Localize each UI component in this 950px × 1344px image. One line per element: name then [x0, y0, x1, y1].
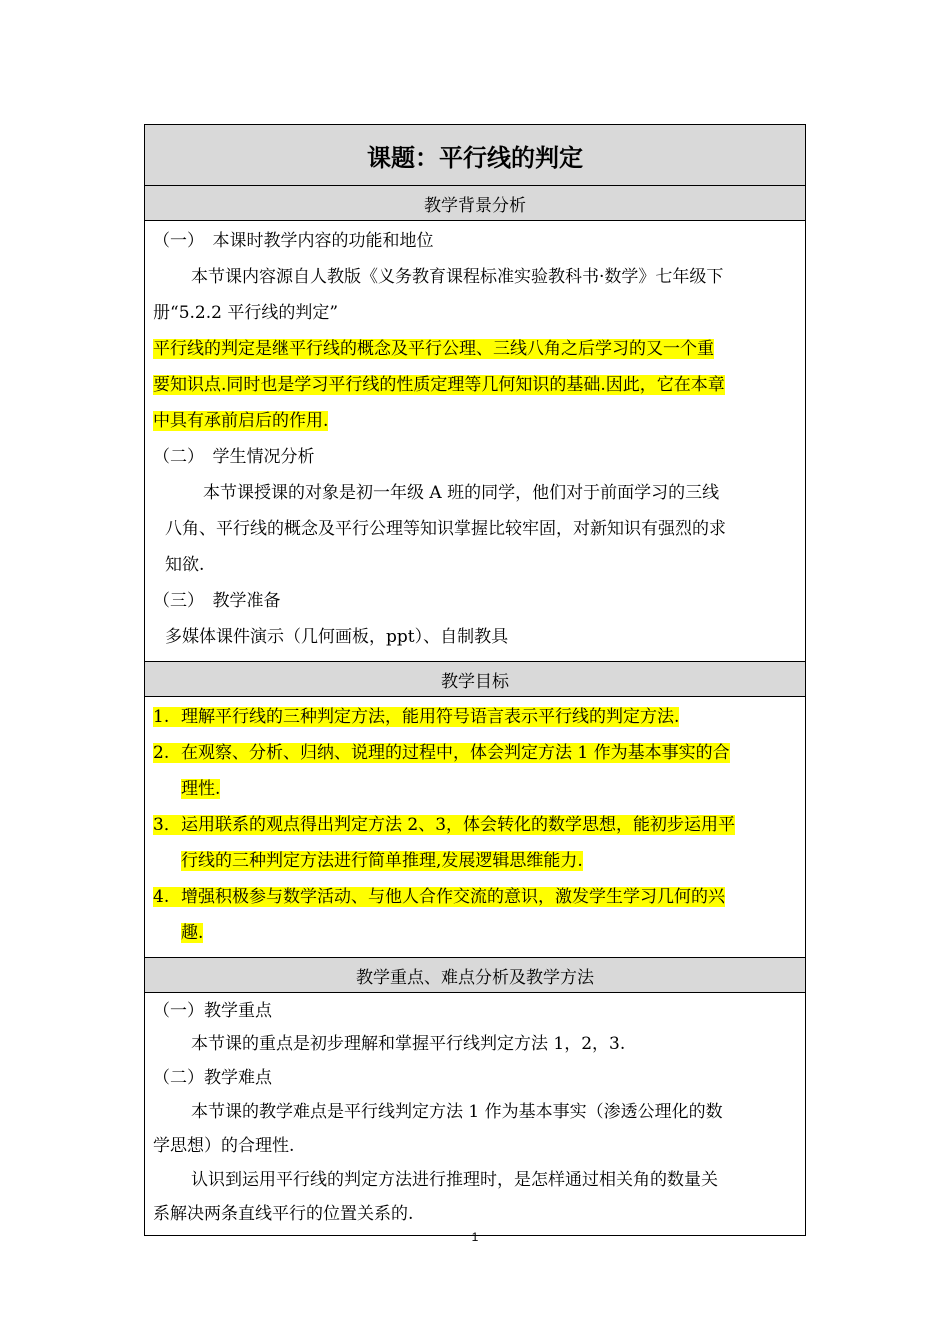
section-header-objectives: 教学目标	[145, 661, 805, 697]
section-heading: （二） 学生情况分析	[153, 447, 315, 467]
section-heading: （三） 教学准备	[153, 591, 281, 611]
paragraph-line: 认识到运用平行线的判定方法进行推理时，是怎样通过相关角的数量关	[191, 1170, 718, 1190]
keypoints-content	[145, 993, 805, 1235]
paragraph-line: 多媒体课件演示（几何画板，ppt）、自制教具	[165, 627, 509, 647]
background-content	[145, 221, 805, 661]
paragraph-line: 学思想）的合理性.	[153, 1136, 295, 1156]
paragraph-line: 八角、平行线的概念及平行公理等知识掌握比较牢固，对新知识有强烈的求	[165, 519, 726, 539]
paragraph-line: 知欲.	[165, 555, 205, 575]
list-item-text: 增强积极参与数学活动、与他人合作交流的意识，激发学生学习几何的兴	[181, 887, 725, 907]
paragraph-line: 本节课内容源自人教版《义务教育课程标准实验教科书·数学》七年级下	[191, 267, 724, 287]
list-number: 1.	[153, 707, 170, 727]
section-heading: （二）教学难点	[153, 1068, 272, 1088]
list-item-text: 行线的三种判定方法进行简单推理,发展逻辑思维能力.	[181, 851, 583, 871]
paragraph-line: 本节课的教学难点是平行线判定方法 1 作为基本事实（渗透公理化的数	[191, 1102, 723, 1122]
section-heading: （一）教学重点	[153, 1001, 272, 1021]
page-number: 1	[471, 1230, 479, 1244]
paragraph-line: 系解决两条直线平行的位置关系的.	[153, 1204, 414, 1224]
list-number: 2.	[153, 743, 170, 763]
highlighted-text: 中具有承前启后的作用.	[153, 411, 329, 431]
section-header-keypoints: 教学重点、难点分析及教学方法	[145, 957, 805, 993]
list-item-text: 理性.	[181, 779, 221, 799]
lesson-plan-table	[144, 124, 806, 1236]
list-item-text: 理解平行线的三种判定方法，能用符号语言表示平行线的判定方法.	[181, 707, 680, 727]
objectives-content	[145, 697, 805, 957]
highlighted-text: 要知识点.同时也是学习平行线的性质定理等几何知识的基础.因此，它在本章	[153, 375, 725, 395]
paragraph-line: 本节课授课的对象是初一年级 A 班的同学，他们对于前面学习的三线	[203, 483, 720, 503]
list-number: 3．	[153, 815, 181, 835]
paragraph-line: 册“5.2.2 平行线的判定”	[153, 303, 339, 323]
highlighted-text: 平行线的判定是继平行线的概念及平行公理、三线八角之后学习的又一个重	[153, 339, 714, 359]
section-heading: （一） 本课时教学内容的功能和地位	[153, 231, 434, 251]
list-item-text: 趣.	[181, 923, 204, 943]
section-header-background: 教学背景分析	[145, 186, 805, 221]
list-item-text: 在观察、分析、归纳、说理的过程中，体会判定方法 1 作为基本事实的合	[181, 743, 730, 763]
list-number: 4.	[153, 887, 170, 907]
list-item-text: 运用联系的观点得出判定方法 2、3，体会转化的数学思想，能初步运用平	[181, 815, 736, 835]
paragraph-line: 本节课的重点是初步理解和掌握平行线判定方法 1，2，3.	[191, 1034, 626, 1054]
page-title: 课题：平行线的判定	[145, 125, 805, 186]
